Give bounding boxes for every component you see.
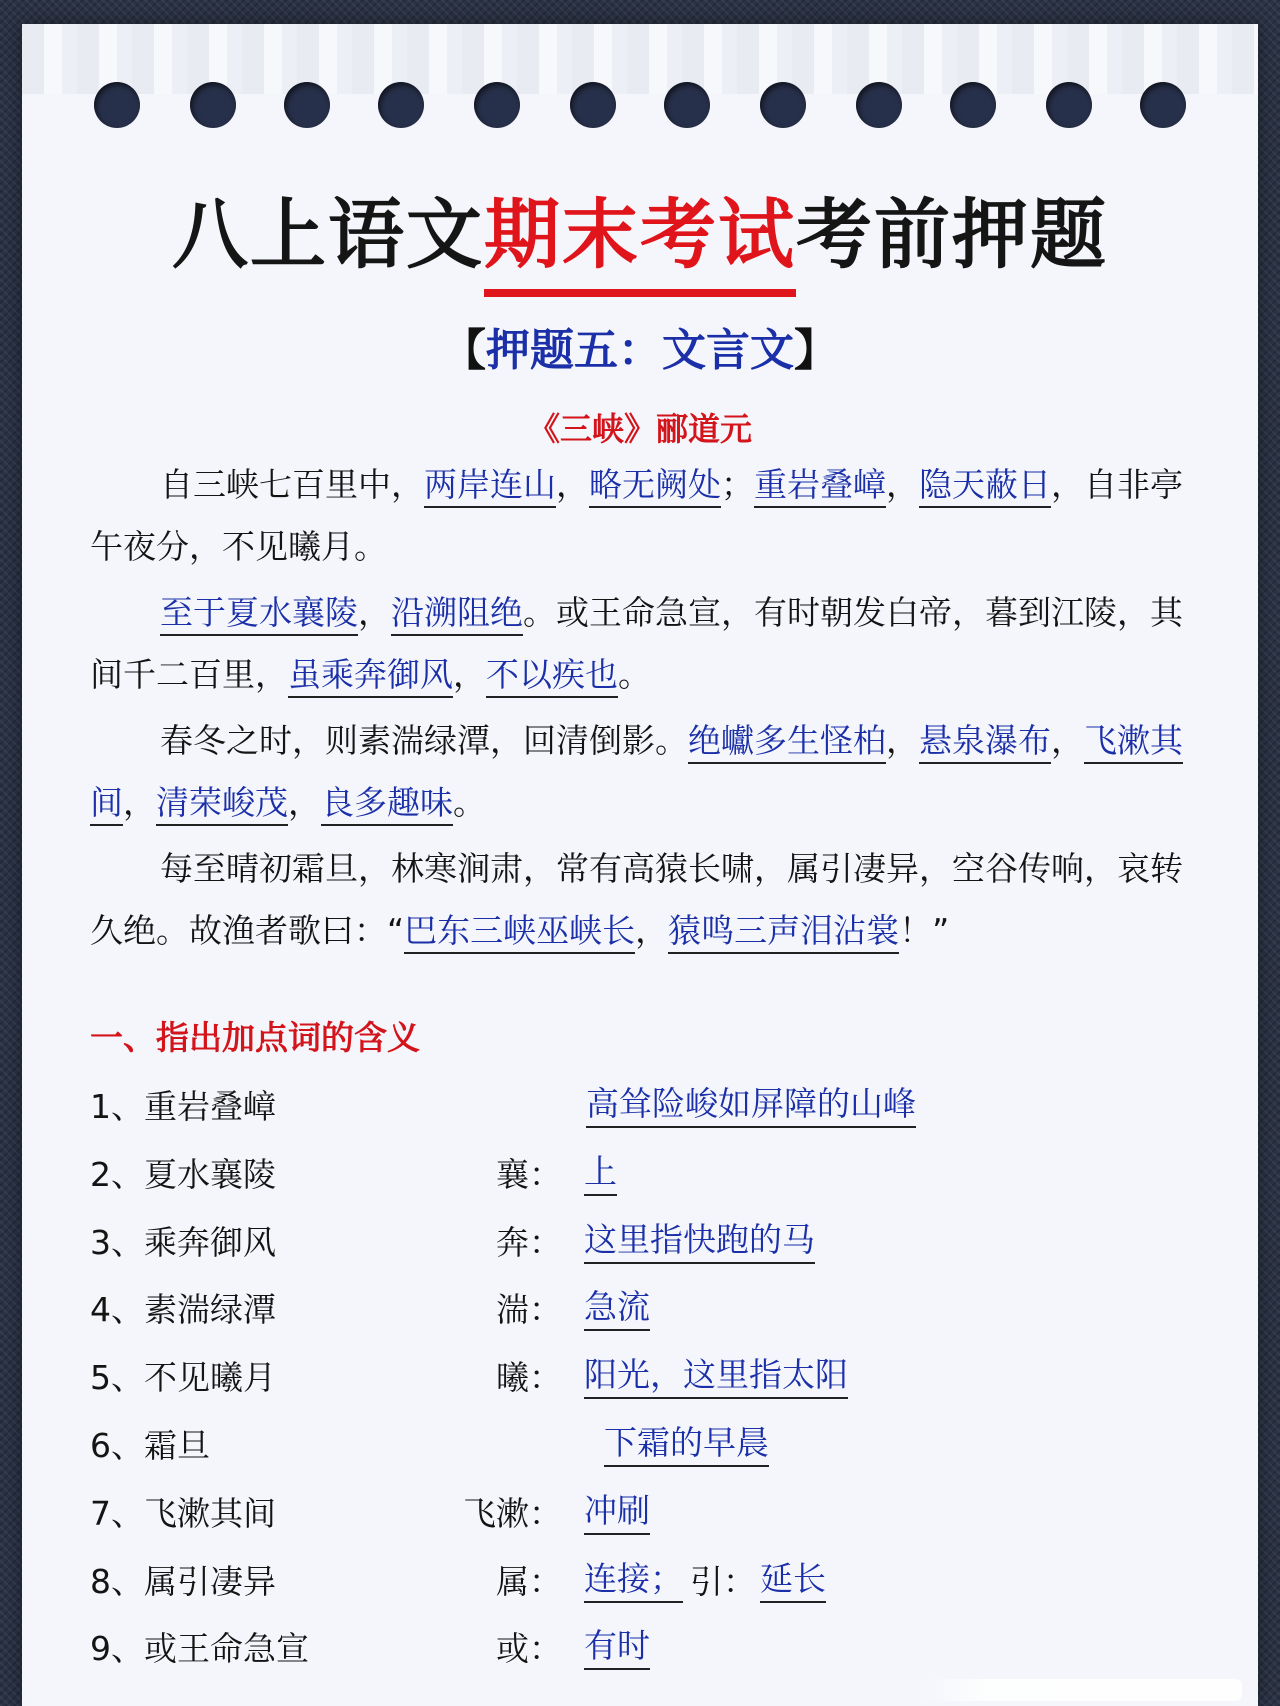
underlined-phrase: 沿溯阻绝: [391, 593, 523, 636]
passage-text: [90, 454, 1210, 962]
section-subtitle: [22, 314, 1258, 378]
answer-text: 这里指快跑的马: [584, 1218, 815, 1264]
passage-segment: 。: [453, 783, 486, 822]
answer-text: 阳光，这里指太阳: [584, 1353, 848, 1399]
passage-segment: ，自非亭午夜分，不见曦月。: [90, 465, 1183, 566]
binder-hole: [284, 82, 330, 128]
binder-holes: [22, 82, 1258, 142]
underlined-phrase: 略无阙处: [589, 465, 721, 508]
passage-segment: 自三峡七百里中，: [160, 465, 424, 504]
watermark: [922, 1679, 1242, 1701]
binder-hole: [1140, 82, 1186, 128]
question-text: 1、重岩叠嶂: [90, 1087, 276, 1126]
subtitle-text: 押题五：文言文: [486, 325, 794, 376]
question-row: [90, 1285, 1190, 1335]
question-text: 6、霜旦: [90, 1426, 210, 1465]
question-row: [90, 1353, 1190, 1403]
binder-hole: [664, 82, 710, 128]
key-word: 飞漱：: [463, 1493, 562, 1533]
answer-text: 冲刷: [584, 1489, 650, 1535]
question-row: [90, 1624, 1190, 1674]
question-text: 7、飞漱其间: [90, 1493, 276, 1533]
passage-segment: ，: [288, 783, 321, 822]
answer-text-secondary: 延长: [760, 1557, 826, 1603]
underlined-phrase: 悬泉瀑布: [919, 721, 1051, 764]
passage-segment: ，: [123, 783, 156, 822]
underlined-phrase: 巴东三峡巫峡长: [404, 911, 635, 954]
question-text: 8、属引凄异: [90, 1561, 276, 1601]
underlined-phrase: 清荣峻茂: [156, 783, 288, 826]
underlined-phrase: 飞漱其间: [90, 721, 1183, 826]
underlined-phrase: 隐天蔽日: [919, 465, 1051, 508]
passage-segment: 。或王命急宣，有时朝发白帝，暮到江陵，其间千二百里，: [90, 593, 1183, 694]
passage-segment: ，: [556, 465, 589, 504]
key-word: 湍：: [496, 1290, 562, 1330]
underlined-phrase: 猿鸣三声泪沾裳: [668, 911, 899, 954]
answer-text: 上: [584, 1150, 617, 1196]
key-word: 奔：: [496, 1222, 562, 1262]
key-word: 或：: [496, 1629, 562, 1669]
key-word: 属：: [496, 1561, 562, 1601]
question-row: [90, 1082, 1190, 1132]
underlined-phrase: 至于夏水襄陵: [160, 593, 358, 636]
bracket-close: 】: [794, 325, 838, 376]
exercise-heading: 一、指出加点词的含义: [90, 1018, 420, 1057]
passage-segment: ；: [721, 465, 754, 504]
answer-text: 连接；: [584, 1557, 683, 1603]
binder-hole: [378, 82, 424, 128]
passage-source: 《三峡》郦道元: [527, 410, 752, 448]
passage-segment: ，: [453, 655, 486, 694]
passage-segment: ，: [358, 593, 391, 632]
question-row: [90, 1557, 1190, 1607]
passage-segment: ，: [886, 721, 919, 760]
key-word-secondary: 引：: [690, 1561, 756, 1601]
bracket-open: 【: [442, 325, 486, 376]
answer-text: 高耸险峻如屏障的山峰: [586, 1082, 916, 1128]
paper-sheet: [22, 24, 1258, 1706]
binder-hole: [94, 82, 140, 128]
title-part2: 考前押题: [796, 190, 1108, 279]
key-word: 襄：: [496, 1154, 562, 1194]
passage-segment: 春冬之时，则素湍绿潭，回清倒影。: [160, 721, 688, 760]
question-row: [90, 1218, 1190, 1268]
binder-hole: [570, 82, 616, 128]
passage-segment: 每至晴初霜旦，林寒涧肃，常有高猿长啸，属引凄异，空谷传响，哀转久绝。故渔者歌曰：“: [90, 849, 1183, 950]
binder-hole: [190, 82, 236, 128]
passage-segment: 。: [618, 655, 651, 694]
binder-hole: [760, 82, 806, 128]
underlined-phrase: 不以疾也: [486, 655, 618, 698]
passage-segment: ！”: [899, 911, 950, 950]
question-row: [90, 1421, 1190, 1471]
passage-segment: ，: [886, 465, 919, 504]
underlined-phrase: 虽乘奔御风: [288, 655, 453, 698]
underlined-phrase: 重岩叠嶂: [754, 465, 886, 508]
underlined-phrase: 绝巘多生怪柏: [688, 721, 886, 764]
passage-segment: ，: [1051, 721, 1084, 760]
answer-text: 下霜的早晨: [604, 1421, 769, 1467]
binder-hole: [856, 82, 902, 128]
key-word: 曦：: [496, 1358, 562, 1398]
question-row: [90, 1489, 1190, 1539]
question-text: 5、不见曦月: [90, 1358, 276, 1398]
title-part1: 八上语文: [172, 190, 484, 279]
title-highlight: 期末考试: [484, 190, 796, 279]
passage-paragraph: [90, 710, 1210, 834]
question-text: 2、夏水襄陵: [90, 1154, 276, 1194]
binder-hole: [1046, 82, 1092, 128]
binder-hole: [950, 82, 996, 128]
page-title: [22, 174, 1258, 283]
underlined-phrase: 良多趣味: [321, 783, 453, 826]
question-row: [90, 1150, 1190, 1200]
passage-paragraph: [90, 582, 1210, 706]
binder-hole: [474, 82, 520, 128]
question-text: 4、素湍绿潭: [90, 1290, 276, 1330]
passage-paragraph: [90, 454, 1210, 578]
passage-paragraph: [90, 838, 1210, 962]
question-text: 9、或王命急宣: [90, 1629, 309, 1669]
underlined-phrase: 两岸连山: [424, 465, 556, 508]
answer-text: 有时: [584, 1624, 650, 1670]
answer-text: 急流: [584, 1285, 650, 1331]
question-text: 3、乘奔御风: [90, 1222, 276, 1262]
passage-segment: ，: [635, 911, 669, 950]
